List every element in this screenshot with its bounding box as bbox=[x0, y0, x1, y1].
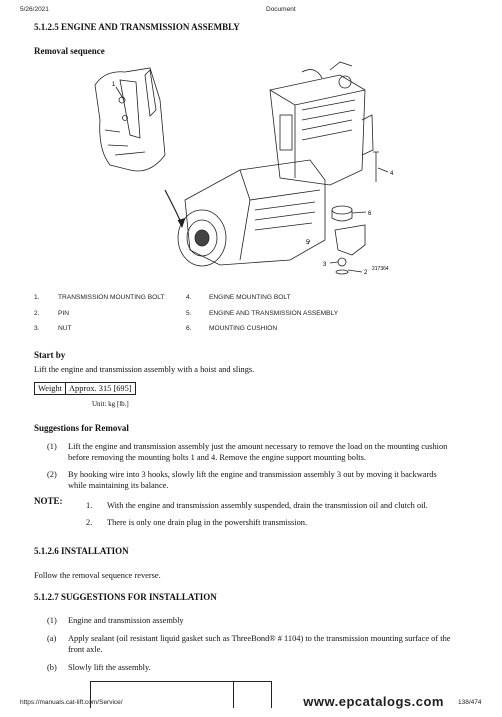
weight-label: Weight bbox=[35, 383, 66, 395]
print-date: 5/26/2021 bbox=[20, 6, 49, 13]
install-item-a-line1: Apply sealant (oil resistant liquid gasket such as ThreeBond® # 1104) to the transmission mounting surface of the bbox=[68, 634, 451, 643]
footer-url[interactable]: https://manuals.cat-lift.com/Service/ bbox=[20, 699, 123, 706]
note-label: NOTE: bbox=[34, 496, 63, 506]
install-item-1-num: (1) bbox=[47, 616, 57, 625]
install-item-1-line1: Engine and transmission assembly bbox=[68, 616, 184, 625]
legend-label-1: TRANSMISSION MOUNTING BOLT bbox=[58, 294, 165, 301]
callout-5: 5 bbox=[306, 240, 310, 246]
legend-num-1: 1. bbox=[34, 294, 40, 301]
legend-label-6: MOUNTING CUSHION bbox=[209, 325, 278, 332]
weight-unit: Unit: kg [lb.] bbox=[92, 400, 129, 408]
legend-num-4: 4. bbox=[186, 294, 192, 301]
installation-heading: 5.1.2.6 INSTALLATION bbox=[34, 546, 129, 556]
start-text: Lift the engine and transmission assembly with a hoist and slings. bbox=[34, 365, 255, 374]
legend-label-3: NUT bbox=[58, 325, 72, 332]
installation-text: Follow the removal sequence reverse. bbox=[34, 571, 161, 580]
install-item-b-num: (b) bbox=[47, 663, 57, 672]
install-item-a-line2: front axle. bbox=[68, 645, 103, 654]
section-subtitle: Removal sequence bbox=[34, 46, 105, 56]
removal-item-1-line1: Lift the engine and transmission assembly just the amount necessary to remove the load on the mounting cushion bbox=[68, 442, 448, 451]
engine-transmission-figure bbox=[90, 60, 400, 280]
note-item-2-text: There is only one drain plug in the powershift transmission. bbox=[107, 518, 308, 527]
removal-item-1-line2: before removing the mounting bolts 1 and 4. Remove the engine support mounting bolts. bbox=[68, 453, 366, 462]
inset-bracket bbox=[120, 80, 140, 138]
legend-num-6: 6. bbox=[186, 325, 192, 332]
install-item-b-line1: Slowly lift the assembly. bbox=[68, 663, 151, 672]
removal-item-1-num: (1) bbox=[47, 442, 57, 451]
callout-6: 6 bbox=[368, 211, 372, 217]
note-item-1-num: 1. bbox=[86, 501, 93, 510]
callout-1: 1 bbox=[112, 82, 116, 88]
legend-label-4: ENGINE MOUNTING BOLT bbox=[209, 294, 291, 301]
weight-table bbox=[34, 382, 136, 395]
legend-label-2: PIN bbox=[58, 310, 69, 317]
weight-value: Approx. 315 [695] bbox=[65, 383, 135, 395]
legend-label-5: ENGINE AND TRANSMISSION ASSEMBLY bbox=[209, 310, 339, 317]
section-title: 5.1.2.5 ENGINE AND TRANSMISSION ASSEMBLY bbox=[34, 22, 240, 32]
legend-num-3: 3. bbox=[34, 325, 40, 332]
start-heading: Start by bbox=[34, 350, 66, 360]
legend-num-2: 2. bbox=[34, 310, 40, 317]
note-item-2-num: 2. bbox=[86, 518, 93, 527]
legend-num-5: 5. bbox=[186, 310, 192, 317]
transmission-housing bbox=[185, 160, 325, 265]
figure-code: 217364 bbox=[372, 266, 389, 272]
removal-heading: Suggestions for Removal bbox=[34, 423, 129, 433]
suggest-install-heading: 5.1.2.7 SUGGESTIONS FOR INSTALLATION bbox=[34, 592, 217, 602]
callout-3: 3 bbox=[323, 262, 327, 268]
callout-2: 2 bbox=[364, 270, 368, 276]
callout-4: 4 bbox=[390, 171, 394, 177]
page-number: 138/474 bbox=[458, 699, 482, 706]
print-title: Document bbox=[266, 6, 296, 13]
inset-outline bbox=[95, 68, 165, 171]
watermark: www.epcatalogs.com bbox=[303, 694, 444, 709]
install-item-a-num: (a) bbox=[47, 634, 57, 643]
removal-item-2-num: (2) bbox=[47, 470, 57, 479]
removal-item-2-line1: By hooking wire into 3 hooks, slowly lift the engine and transmission assembly 3 out by moving it backwards bbox=[68, 470, 437, 479]
removal-item-2-line2: while maintaining its balance. bbox=[68, 481, 169, 490]
note-item-1-text: With the engine and transmission assembly suspended, drain the transmission oil and clutch oil. bbox=[107, 501, 428, 510]
